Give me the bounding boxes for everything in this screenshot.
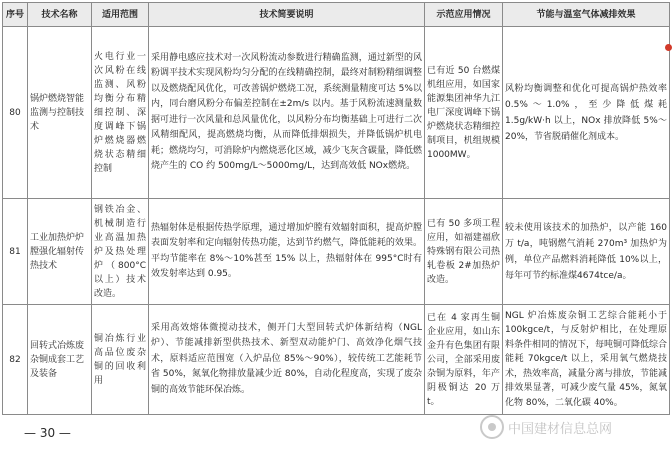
header-demonstration-application: 示范应用情况	[425, 3, 503, 27]
page-marker-dot-icon	[665, 44, 672, 51]
energy-saving-effect-cell: 较未使用该技术的加热炉，以产能 160 万 t/a，吨钢燃气消耗 270m³ 加热炉为例，单位产品燃料消耗降低 10%以上，每年可节约标准煤4674tce/a。	[503, 199, 670, 305]
technology-name-cell: 工业加热炉炉膛强化辐射传热技术	[28, 199, 92, 305]
demonstration-application-cell: 已有 50 多项工程应用，如福建福欣特殊钢有限公司热轧卷板 2#加热炉改造。	[425, 199, 503, 305]
demonstration-application-cell: 已在 4 家再生铜企业应用，如山东金升有色集团有限公司，全部采用废杂铜为原料，年产阴极铜达 20 万 t。	[425, 305, 503, 415]
watermark	[480, 412, 668, 442]
header-technology-name: 技术名称	[28, 3, 92, 27]
table-header-row	[3, 3, 670, 27]
header-applicable-scope: 适用范围	[92, 3, 149, 27]
applicable-scope-cell: 铜冶炼行业高品位废杂铜的回收利用	[92, 305, 149, 415]
applicable-scope-cell: 钢铁冶金、机械制造行业高温加热炉及热处理炉（800°C以上）技术改造。	[92, 199, 149, 305]
page-number: — 30 —	[24, 426, 71, 440]
row-serial-number: 82	[3, 305, 28, 415]
header-energy-saving-effect: 节能与温室气体减排效果	[503, 3, 670, 27]
row-serial-number: 80	[3, 27, 28, 199]
row-serial-number: 81	[3, 199, 28, 305]
energy-saving-effect-cell: 风粉均衡调整和优化可提高锅炉热效率 0.5%～1.0%，至少降低煤耗1.5g/kW·h 以上，NOx 排放降低 5%～20%，节省脱硝催化剂成本。	[503, 27, 670, 199]
technology-name-cell: 锅炉燃烧智能监测与控制技术	[28, 27, 92, 199]
table-row	[3, 27, 670, 199]
demonstration-application-cell: 已有近 50 台燃煤机组应用，如国家能源集团神华九江电厂深度调峰下锅炉燃烧状态精细控制项目，机组规模1000MW。	[425, 27, 503, 199]
table-row	[3, 305, 670, 415]
technical-description-cell: 采用高效熔体微搅动技术，侧开门大型回转式炉体新结构（NGL 炉）、节能减排新型供热技术、新型双动能炉门、高效净化烟气技术，原料适应范围宽（入炉品位 85%～90%），较传统工艺能耗节省 50%，氮氧化物排放量减少近 80%，自动化程度高，实现了废杂铜的高效节能环保冶炼。	[149, 305, 425, 415]
technology-catalog-table	[2, 2, 670, 415]
technical-description-cell: 采用静电感应技术对一次风粉流动参数进行精确监测，通过新型的风粉调平技术实现风粉均匀分配的在线精确控制，最终对制粉精细调整以及燃烧配风优化，可改善锅炉燃烧工况，系统测量精度可达 5%以内，同台磨风粉分布偏差控制在±2m/s 以内。基于风粉流速测量数据可进行一次风量和总风量优化，以风粉分布均衡基础上可进行二次风精细配风，提高燃烧均衡，从而降低排烟损失，并降低锅炉机电耗；燃烧均匀，可消除炉内燃烧恶化区域，减少飞灰含碳量，降低燃烧产生的 CO 约 500mg/L～5000mg/L，达到高效低 NOx燃烧。	[149, 27, 425, 199]
technology-name-cell: 回转式冶炼废杂铜成套工艺及装备	[28, 305, 92, 415]
watermark-logo-icon	[480, 415, 504, 439]
header-technical-description: 技术简要说明	[149, 3, 425, 27]
applicable-scope-cell: 火电行业一次风粉在线监测、风粉均衡分布精细控制、深度调峰下锅炉燃烧器燃烧状态精细控制	[92, 27, 149, 199]
technical-description-cell: 热辐射体是根据传热学原理，通过增加炉膛有效辐射面积，提高炉膛表面发射率和定向辐射传热功能，达到节约燃气，降低能耗的效果。平均节能率在 8%～10%甚至 15% 以上，热辐射体在 995°C时有效发射率达到 0.95。	[149, 199, 425, 305]
header-serial-number: 序号	[3, 3, 28, 27]
energy-saving-effect-cell: NGL 炉冶炼废杂铜工艺综合能耗小于 100kgce/t，与反射炉相比，在处理原料条件相同的情况下，每吨铜可降低综合能耗 70kgce/t 以上，采用氧气燃烧技术，热效率高，减量分离与排放，节能减排效果显著，可减少废气量 45%，氮氧化物 80%，二氧化碳 40%。	[503, 305, 670, 415]
watermark-text: 中国建材信息总网	[508, 421, 613, 437]
table-row	[3, 199, 670, 305]
